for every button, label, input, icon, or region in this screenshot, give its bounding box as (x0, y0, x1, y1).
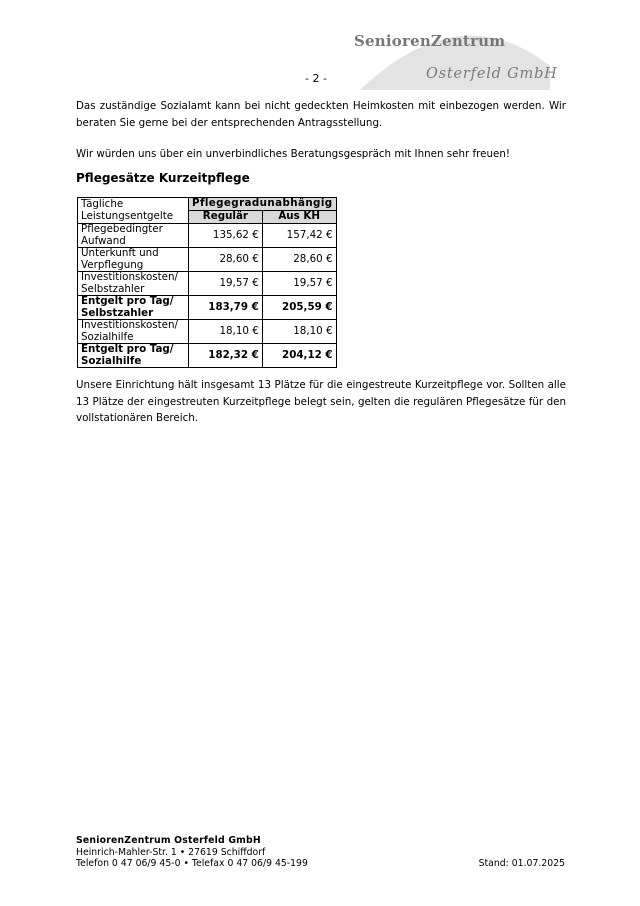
table-row (78, 320, 337, 344)
row-label (78, 344, 189, 368)
row-label-line2: Sozialhilfe (81, 354, 142, 367)
cell-kh: 28,60 € (262, 248, 336, 272)
header-label-line1: Tägliche (81, 198, 124, 210)
row-label (78, 320, 189, 344)
section-title: Pflegesätze Kurzeitpflege (76, 171, 250, 185)
logo-line-1: SeniorenZentrum (354, 32, 506, 50)
row-label-line1: Unterkunft und (81, 247, 159, 259)
cell-regular: 28,60 € (189, 248, 263, 272)
row-label (78, 248, 189, 272)
rates-table (77, 197, 337, 368)
row-label (78, 296, 189, 320)
row-label-line2: Sozialhilfe (81, 330, 134, 343)
paragraph-consultation: Wir würden uns über ein unverbindliches Beratungsgespräch mit Ihnen sehr freuen! (76, 148, 510, 160)
table-row (78, 224, 337, 248)
cell-kh: 205,59 € (262, 296, 336, 320)
cell-kh: 204,12 € (262, 344, 336, 368)
company-logo (350, 10, 570, 90)
row-label (78, 224, 189, 248)
row-label-line1: Investitionskosten/ (81, 319, 178, 331)
row-label-line2: Selbstzahler (81, 306, 154, 319)
cell-regular: 183,79 € (189, 296, 263, 320)
footer-address: Heinrich-Mahler-Str. 1 • 27619 Schiffdorf (76, 846, 266, 858)
row-label-line1: Investitionskosten/ (81, 271, 178, 283)
row-label-line2: Verpflegung (81, 258, 144, 271)
cell-kh: 157,42 € (262, 224, 336, 248)
header-label-line2: Leistungsentgelte (81, 209, 174, 222)
col-header-regular: Regulär (189, 211, 263, 224)
cell-kh: 19,57 € (262, 272, 336, 296)
table-row-total (78, 344, 337, 368)
row-label-line1: Pflegebedingter (81, 223, 163, 235)
table-header-row (78, 198, 337, 211)
row-label-line2: Aufwand (81, 234, 126, 247)
page-number: - 2 - (305, 72, 327, 85)
cell-kh: 18,10 € (262, 320, 336, 344)
cell-regular: 182,32 € (189, 344, 263, 368)
cell-regular: 19,57 € (189, 272, 263, 296)
paragraph-places: Unsere Einrichtung hält insgesamt 13 Plätze für die eingestreute Kurzeitpflege vor. Sollten alle 13 Plätze der eingestreuten Kurzeitpflege belegt sein, gelten die regulären Pflegesätze für den vollstationären Bereich. (76, 379, 566, 424)
row-label-line1: Entgelt pro Tag/ (81, 295, 174, 307)
col-header-kh: Aus KH (262, 211, 336, 224)
row-label-line1: Entgelt pro Tag/ (81, 343, 174, 355)
group-header: Pflegegradunabhängig (189, 198, 337, 211)
table-row-total (78, 296, 337, 320)
cell-regular: 135,62 € (189, 224, 263, 248)
footer (76, 835, 308, 870)
row-label-line2: Selbstzahler (81, 282, 145, 295)
table-header-label (78, 198, 189, 224)
cell-regular: 18,10 € (189, 320, 263, 344)
table-row (78, 272, 337, 296)
footer-company: SeniorenZentrum Osterfeld GmbH (76, 835, 261, 846)
footer-stand-date: Stand: 01.07.2025 (478, 858, 565, 869)
paragraph-social-office: Das zuständige Sozialamt kann bei nicht gedeckten Heimkosten mit einbezogen werden. Wir beraten Sie gerne bei der entsprechenden Antragsstellung. (76, 100, 566, 129)
row-label (78, 272, 189, 296)
footer-phone: Telefon 0 47 06/9 45-0 • Telefax 0 47 06/9 45-199 (76, 858, 308, 869)
table-row (78, 248, 337, 272)
logo-line-2: Osterfeld GmbH (426, 66, 558, 82)
